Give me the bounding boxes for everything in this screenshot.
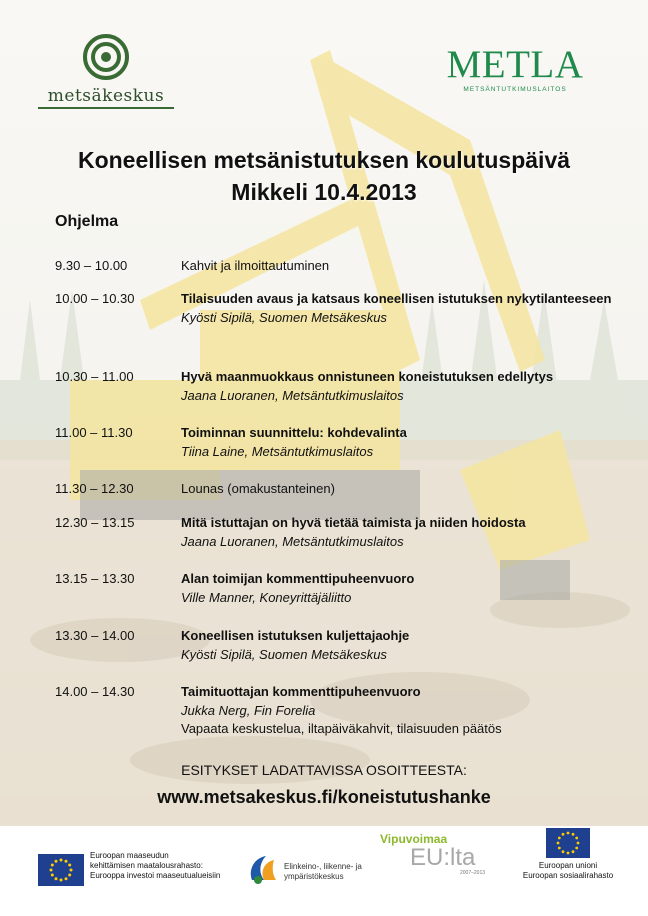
item-speaker: Kyösti Sipilä, Suomen Metsäkeskus bbox=[181, 646, 387, 662]
eafrd-line2: kehittämisen maatalousrahasto: bbox=[90, 861, 203, 870]
metsakeskus-wordmark: metsäkeskus bbox=[47, 86, 165, 106]
item-speaker: Jaana Luoranen, Metsäntutkimuslaitos bbox=[181, 387, 404, 403]
item-title: Koneellisen istutuksen kuljettajaohje bbox=[181, 628, 410, 643]
item-time: 10.30 – 11.00 bbox=[55, 369, 134, 384]
item-speaker: Tiina Laine, Metsäntutkimuslaitos bbox=[181, 443, 374, 459]
item-title: Mitä istuttajan on hyvä tietää taimista ja niiden hoidosta bbox=[181, 515, 526, 530]
item-time: 11.00 – 11.30 bbox=[55, 425, 133, 440]
metla-logo bbox=[438, 43, 592, 93]
eafrd-line3: Eurooppa investoi maaseutualueisiin bbox=[90, 871, 221, 880]
event-date-place: Mikkeli 10.4.2013 bbox=[231, 179, 417, 205]
item-speaker: Jaana Luoranen, Metsäntutkimuslaitos bbox=[181, 533, 404, 549]
item-title: Kahvit ja ilmoittautuminen bbox=[181, 258, 330, 273]
item-time: 10.00 – 10.30 bbox=[55, 291, 135, 306]
vipuvoimaa-logo bbox=[380, 832, 500, 876]
download-notice: ESITYKSET LADATTAVISSA OSOITTEESTA: bbox=[181, 762, 467, 778]
ely-swirl-icon bbox=[246, 852, 280, 886]
item-speaker: Kyösti Sipilä, Suomen Metsäkeskus bbox=[181, 309, 387, 325]
presentations-url[interactable]: www.metsakeskus.fi/koneistutushanke bbox=[157, 787, 491, 807]
metsakeskus-logo bbox=[36, 34, 176, 106]
metla-wordmark: METLA bbox=[446, 43, 584, 86]
metsakeskus-circles-icon bbox=[83, 34, 129, 80]
metla-subtitle: METSÄNTUTKIMUSLAITOS bbox=[463, 86, 567, 93]
eu-flag-icon bbox=[38, 854, 84, 886]
item-time: 11.30 – 12.30 bbox=[55, 481, 134, 496]
eafrd-line1: Euroopan maaseudun bbox=[90, 851, 169, 860]
program-years: 2007–2013 bbox=[460, 870, 486, 876]
item-title: Lounas (omakustanteinen) bbox=[181, 481, 335, 496]
eulta-text: EU:lta bbox=[410, 844, 476, 871]
item-title: Alan toimijan kommenttipuheenvuoro bbox=[181, 571, 415, 586]
item-title: Taimituottajan kommenttipuheenvuoro bbox=[181, 684, 421, 699]
item-speaker: Ville Manner, Koneyrittäjäliitto bbox=[181, 589, 352, 605]
program-heading: Ohjelma bbox=[55, 213, 119, 230]
funding-footer bbox=[0, 826, 648, 916]
item-extra: Vapaata keskustelua, iltapäiväkahvit, tilaisuuden päätös bbox=[181, 721, 502, 736]
vipuvoimaa-text: Vipuvoimaa bbox=[380, 832, 448, 846]
ely-line1: Elinkeino-, liikenne- ja bbox=[284, 862, 362, 871]
esr-logo bbox=[503, 828, 633, 881]
item-title: Toiminnan suunnittelu: kohdevalinta bbox=[181, 425, 407, 440]
item-time: 13.15 – 13.30 bbox=[55, 571, 135, 586]
esr-line2: Euroopan sosiaalirahasto bbox=[522, 871, 614, 880]
item-time: 13.30 – 14.00 bbox=[55, 628, 135, 643]
event-title: Koneellisen metsänistutuksen koulutuspäivä bbox=[77, 147, 571, 173]
item-time: 9.30 – 10.00 bbox=[55, 258, 128, 273]
item-speaker: Jukka Nerg, Fin Forelia bbox=[181, 702, 316, 718]
item-title: Tilaisuuden avaus ja katsaus koneellisen istutuksen nykytilanteeseen bbox=[181, 291, 612, 306]
metsakeskus-underline bbox=[38, 107, 174, 109]
esr-line1: Euroopan unioni bbox=[538, 861, 598, 870]
ely-line2: ympäristökeskus bbox=[284, 872, 344, 881]
item-time: 14.00 – 14.30 bbox=[55, 684, 135, 699]
item-title: Hyvä maanmuokkaus onnistuneen koneistutuksen edellytys bbox=[181, 369, 554, 384]
eu-flag-icon bbox=[546, 828, 590, 858]
item-time: 12.30 – 13.15 bbox=[55, 515, 135, 530]
